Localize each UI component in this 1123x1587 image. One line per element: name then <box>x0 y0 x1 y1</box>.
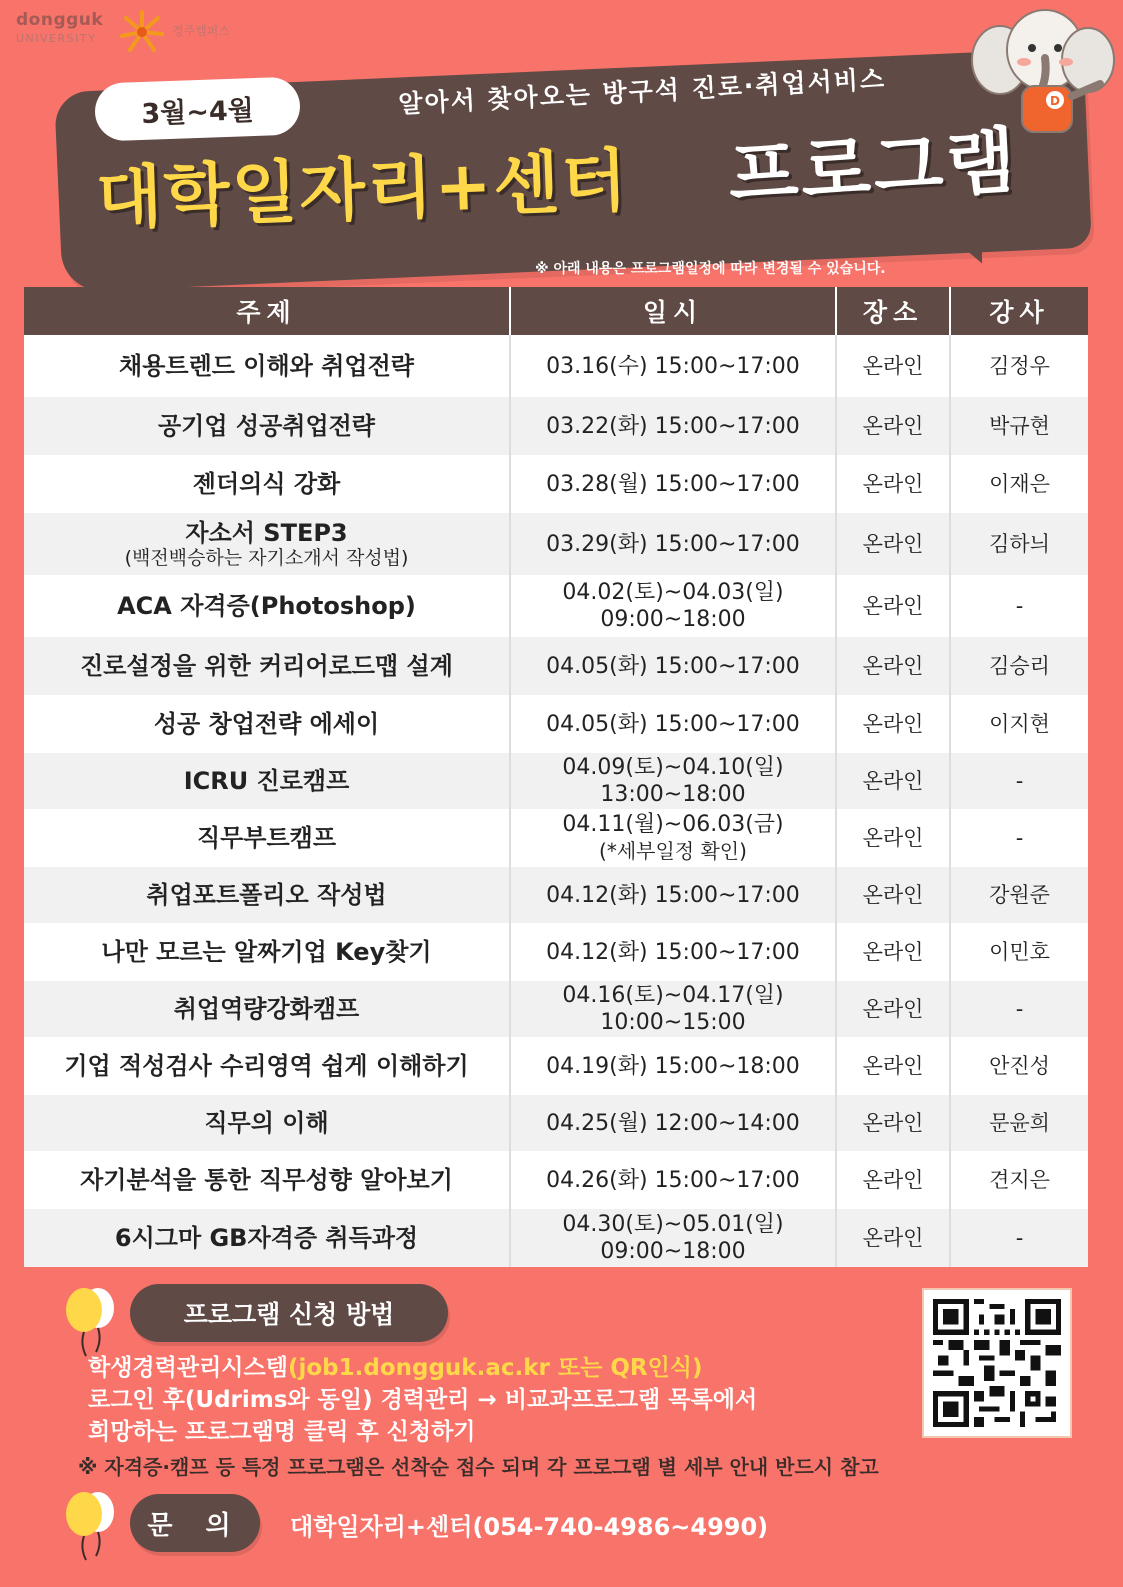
topic-cell: 자기분석을 통한 직무성향 알아보기 <box>24 1151 510 1209</box>
date-cell: 03.29(화) 15:00~17:00 <box>510 513 836 575</box>
topic-cell <box>24 513 510 575</box>
date-cell <box>510 809 836 867</box>
place-cell: 온라인 <box>836 575 950 637</box>
instructor-cell: 김승리 <box>989 653 1050 678</box>
table-row <box>24 809 1088 867</box>
date-note: (*세부일정 확인) <box>599 839 747 863</box>
svg-text:D: D <box>1050 94 1060 108</box>
place-cell: 온라인 <box>836 753 950 809</box>
date-range: 04.16(토)~04.17(일) <box>562 983 784 1008</box>
instructor-cell: 이지현 <box>989 711 1050 736</box>
period-badge: 3월~4월 <box>94 76 301 141</box>
date-range: 04.09(토)~04.10(일) <box>562 755 784 780</box>
table-row <box>24 455 1088 513</box>
date-cell: 04.26(화) 15:00~17:00 <box>510 1151 836 1209</box>
logo-name: dongguk <box>16 10 104 30</box>
instructor-cell: 이재은 <box>989 471 1050 496</box>
header-place: 장소 <box>836 287 950 335</box>
topic-cell: 성공 창업전략 에세이 <box>24 695 510 753</box>
topic-note: (백전백승하는 자기소개서 작성법) <box>124 546 409 569</box>
topic-cell: 기업 적성검사 수리영역 쉽게 이해하기 <box>24 1037 510 1095</box>
topic-cell: 취업역량강화캠프 <box>24 981 510 1037</box>
date-cell <box>510 575 836 637</box>
header-datetime: 일시 <box>510 287 836 335</box>
table-row <box>24 513 1088 575</box>
time-range: 09:00~18:00 <box>600 607 746 632</box>
time-range: 10:00~15:00 <box>600 1010 746 1035</box>
date-cell: 03.22(화) 15:00~17:00 <box>510 397 836 455</box>
apply-url[interactable]: (job1.dongguk.ac.kr 또는 QR인식) <box>287 1355 703 1381</box>
place-cell: 온라인 <box>836 335 950 397</box>
table-row <box>24 981 1088 1037</box>
topic-cell: 취업포트폴리오 작성법 <box>24 867 510 923</box>
instructor-cell: 박규현 <box>989 413 1050 438</box>
logo-sub: UNIVERSITY <box>16 32 97 45</box>
table-row <box>24 1151 1088 1209</box>
topic-cell: 나만 모르는 알짜기업 Key찾기 <box>24 923 510 981</box>
table-row <box>24 923 1088 981</box>
date-range: 04.11(월)~06.03(금) <box>562 812 784 837</box>
date-cell: 03.16(수) 15:00~17:00 <box>510 335 836 397</box>
time-range: 13:00~18:00 <box>600 782 746 807</box>
program-schedule-table <box>24 287 1088 1267</box>
topic-cell: 젠더의식 강화 <box>24 455 510 513</box>
table-row <box>24 1209 1088 1267</box>
place-cell: 온라인 <box>836 1209 950 1267</box>
topic-cell: 진로설정을 위한 커리어로드맵 설계 <box>24 637 510 695</box>
topic-cell: 직무부트캠프 <box>24 809 510 867</box>
header-subtitle: 알아서 찾아오는 방구석 진로·취업서비스 <box>397 64 887 119</box>
table-row <box>24 335 1088 397</box>
date-cell: 04.05(화) 15:00~17:00 <box>510 695 836 753</box>
place-cell: 온라인 <box>836 695 950 753</box>
place-cell: 온라인 <box>836 513 950 575</box>
place-cell: 온라인 <box>836 1095 950 1151</box>
place-cell: 온라인 <box>836 867 950 923</box>
topic-cell: 직무의 이해 <box>24 1095 510 1151</box>
instructor-cell: 문윤희 <box>989 1110 1050 1135</box>
date-cell: 04.25(월) 12:00~14:00 <box>510 1095 836 1151</box>
date-cell: 03.28(월) 15:00~17:00 <box>510 455 836 513</box>
table-row <box>24 397 1088 455</box>
burst-icon <box>120 10 164 54</box>
header-title-main: 대학일자리+센터 <box>94 141 631 240</box>
table-row <box>24 1095 1088 1151</box>
place-cell: 온라인 <box>836 1151 950 1209</box>
header-topic: 주제 <box>24 287 510 335</box>
time-range: 09:00~18:00 <box>600 1239 746 1264</box>
apply-line-3: 희망하는 프로그램명 클릭 후 신청하기 <box>88 1419 476 1445</box>
topic-cell: 채용트렌드 이해와 취업전략 <box>24 335 510 397</box>
apply-line-2: 로그인 후(Udrims와 동일) 경력관리 → 비교과프로그램 목록에서 <box>88 1387 758 1413</box>
elephant-mascot-icon <box>960 0 1120 160</box>
instructor-cell: - <box>1015 1225 1024 1250</box>
date-cell: 04.12(화) 15:00~17:00 <box>510 867 836 923</box>
apply-line-1 <box>88 1352 757 1384</box>
place-cell: 온라인 <box>836 923 950 981</box>
table-row <box>24 1037 1088 1095</box>
balloon-icon <box>62 1488 122 1568</box>
qr-code-icon <box>933 1299 1061 1427</box>
logo-campus: 경주캠퍼스 <box>172 24 230 38</box>
apply-system-name: 학생경력관리시스템 <box>88 1355 288 1381</box>
instructor-cell: 견지은 <box>989 1167 1050 1192</box>
topic-cell: 공기업 성공취업전략 <box>24 397 510 455</box>
instructor-cell: 김하늬 <box>989 531 1050 556</box>
place-cell: 온라인 <box>836 397 950 455</box>
instructor-cell: 안진성 <box>989 1053 1050 1078</box>
date-cell <box>510 1209 836 1267</box>
instructor-cell: 김정우 <box>989 353 1050 378</box>
table-header-row <box>24 287 1088 335</box>
qr-code[interactable] <box>922 1288 1072 1438</box>
instructor-cell: - <box>1015 768 1024 793</box>
schedule-notice: ※ 아래 내용은 프로그램일정에 따라 변경될 수 있습니다. <box>535 261 886 277</box>
topic-title: 자소서 STEP3 <box>185 518 348 547</box>
date-cell <box>510 753 836 809</box>
university-logo <box>16 10 276 50</box>
place-cell: 온라인 <box>836 809 950 867</box>
instructor-cell: 강원준 <box>989 882 1050 907</box>
topic-cell: ACA 자격증(Photoshop) <box>24 575 510 637</box>
place-cell: 온라인 <box>836 1037 950 1095</box>
contact-title: 문 의 <box>130 1494 260 1552</box>
date-range: 04.02(토)~04.03(일) <box>562 580 784 605</box>
date-cell: 04.12(화) 15:00~17:00 <box>510 923 836 981</box>
instructor-cell: - <box>1015 996 1024 1021</box>
instructor-cell: - <box>1015 593 1024 618</box>
instructor-cell: - <box>1015 825 1024 850</box>
place-cell: 온라인 <box>836 981 950 1037</box>
date-cell: 04.19(화) 15:00~18:00 <box>510 1037 836 1095</box>
table-row <box>24 695 1088 753</box>
header-instructor: 강사 <box>950 287 1088 335</box>
place-cell: 온라인 <box>836 455 950 513</box>
table-row <box>24 637 1088 695</box>
contact-info: 대학일자리+센터(054-740-4986~4990) <box>290 1513 769 1541</box>
date-cell <box>510 981 836 1037</box>
table-row <box>24 867 1088 923</box>
table-row <box>24 575 1088 637</box>
header-title-program: 프로그램 <box>726 118 1021 218</box>
date-range: 04.30(토)~05.01(일) <box>562 1212 784 1237</box>
apply-note: ※ 자격증·캠프 등 특정 프로그램은 선착순 접수 되며 각 프로그램 별 세부 안내 반드시 참고 <box>78 1455 879 1479</box>
topic-cell: ICRU 진로캠프 <box>24 753 510 809</box>
apply-method-title: 프로그램 신청 방법 <box>130 1284 448 1342</box>
place-cell: 온라인 <box>836 637 950 695</box>
topic-cell: 6시그마 GB자격증 취득과정 <box>24 1209 510 1267</box>
table-row <box>24 753 1088 809</box>
instructor-cell: 이민호 <box>989 939 1050 964</box>
date-cell: 04.05(화) 15:00~17:00 <box>510 637 836 695</box>
apply-instructions <box>88 1352 757 1448</box>
